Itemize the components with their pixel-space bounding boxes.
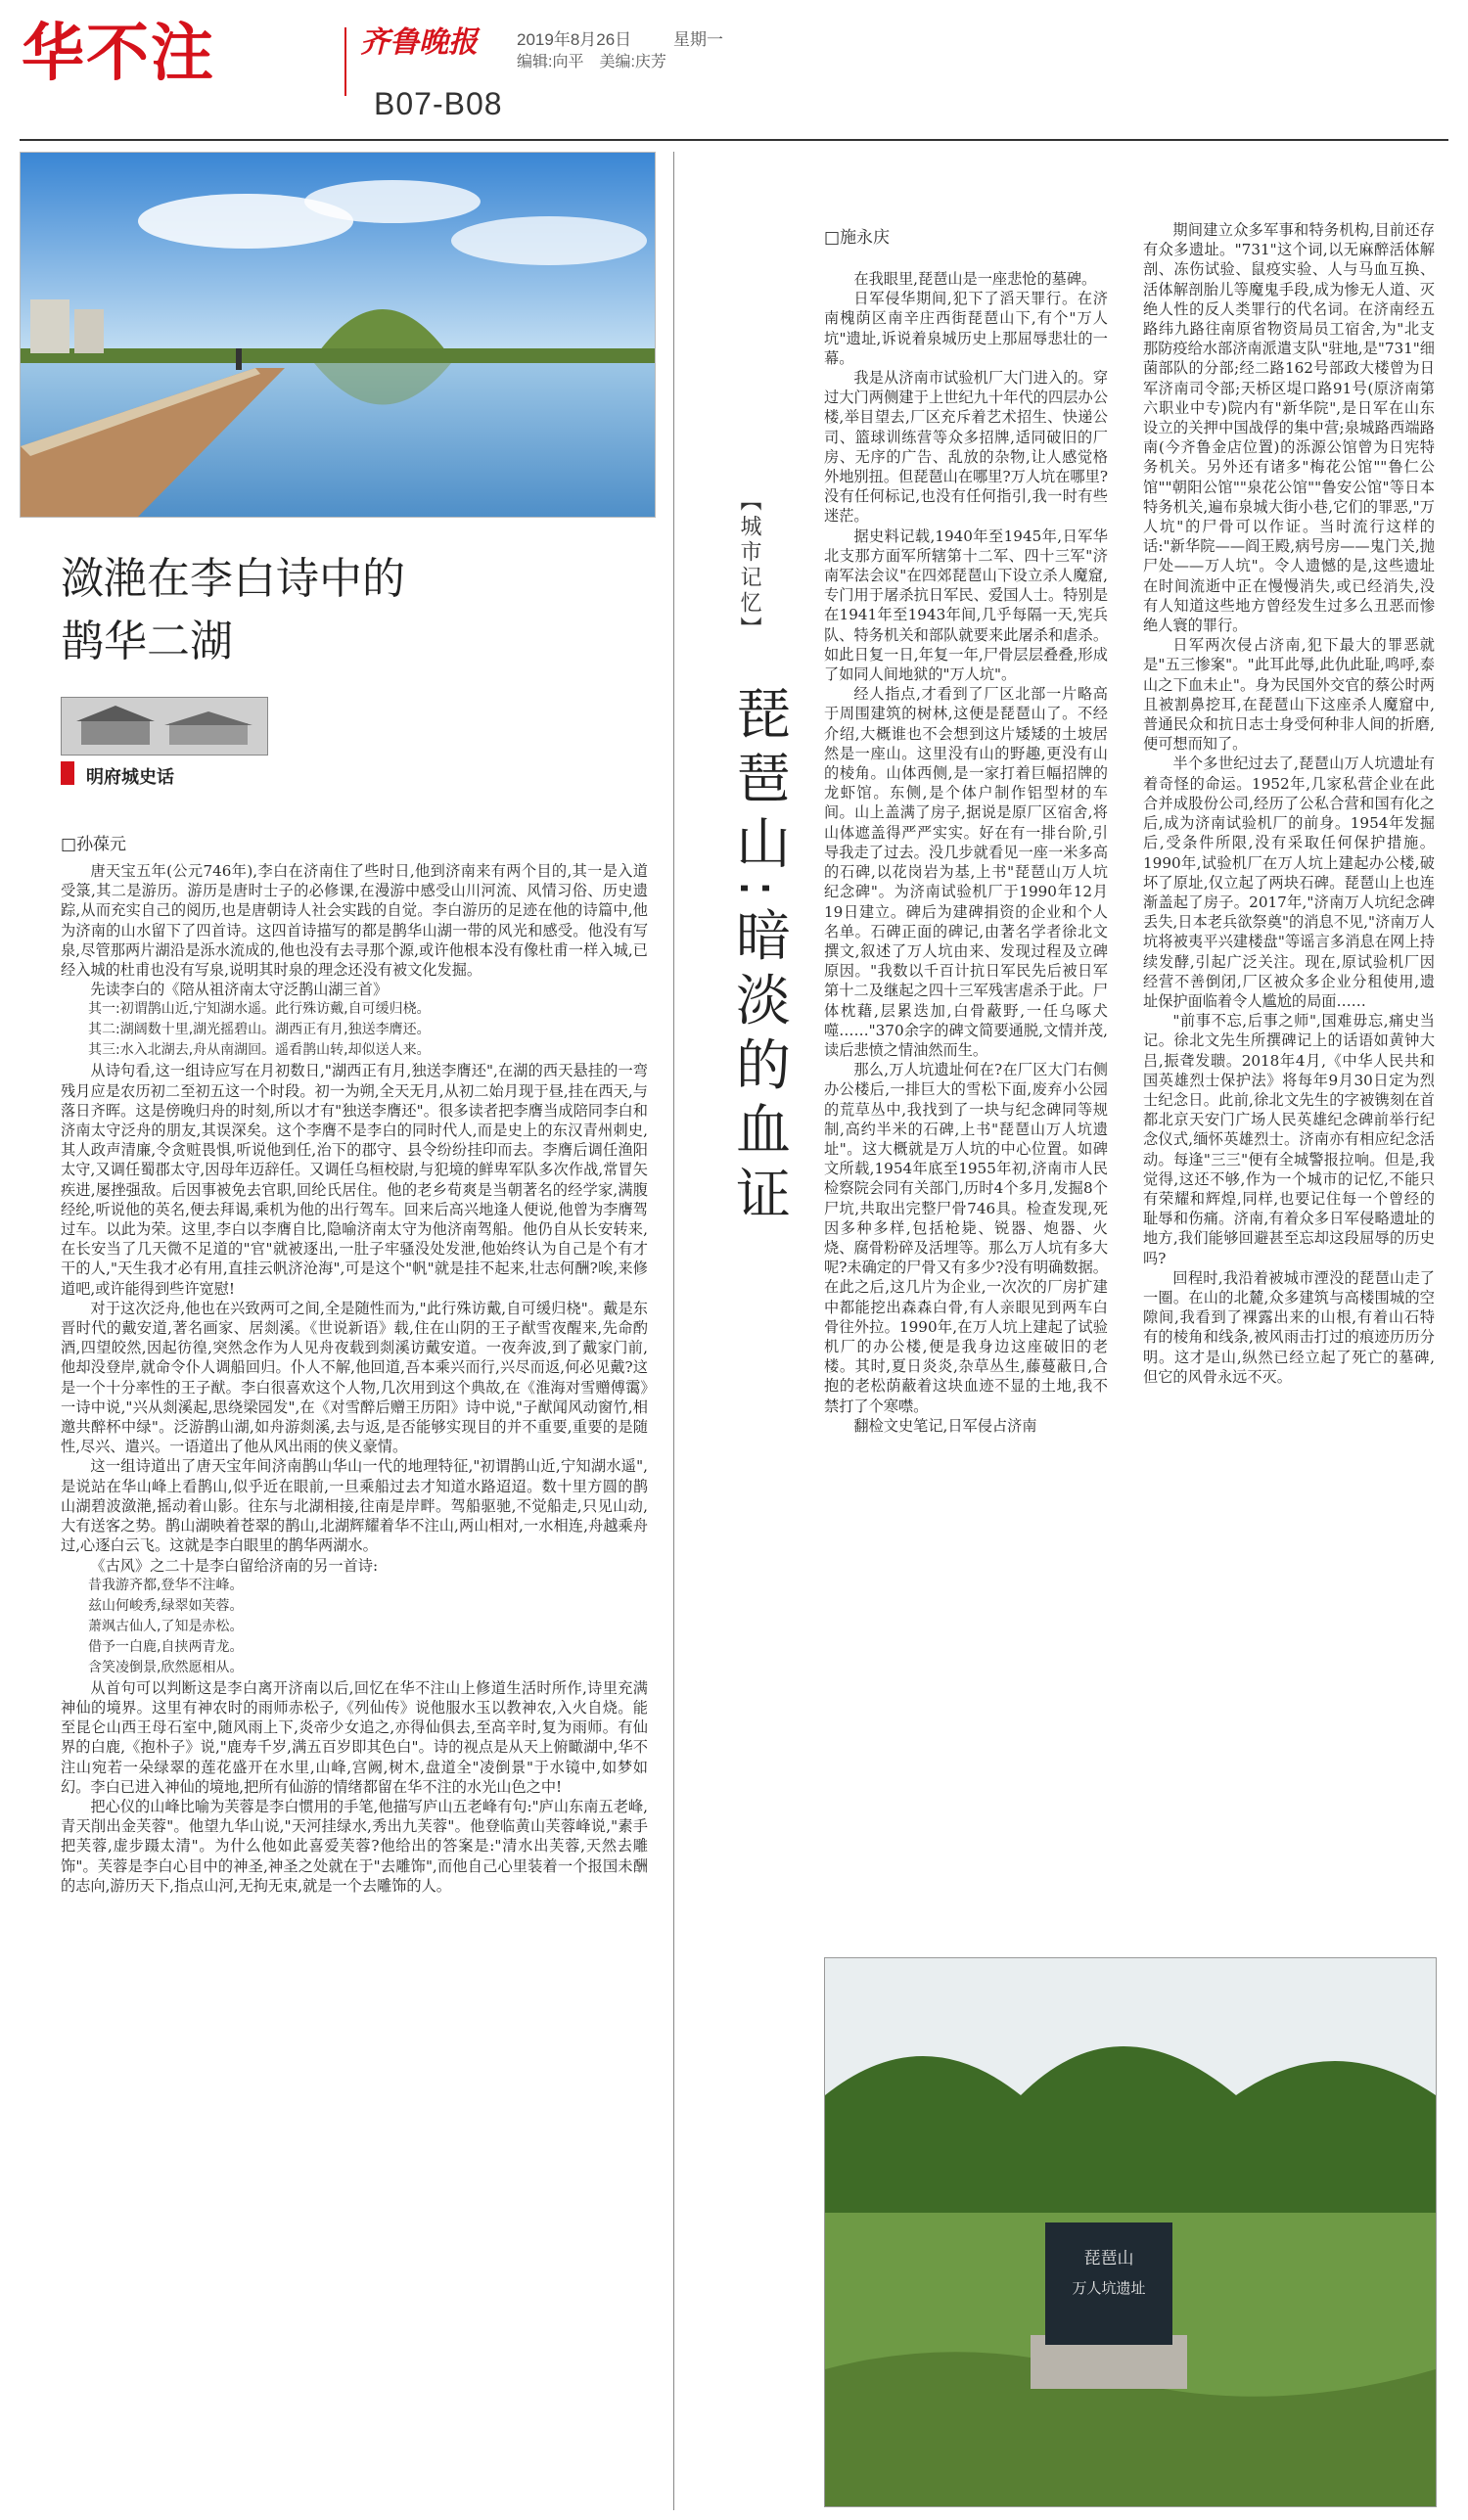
poem-line: 其二:湖阔数十里,湖光摇碧山。湖西正有月,独送李膺还。 <box>88 1022 431 1038</box>
paragraph: 据史料记载,1940年至1945年,日军华北支那方面军所辖第十二军、四十三军"济南军法会议"在四郊琵琶山下设立杀人魔窟,专门用于屠杀抗日军民、爱国人士。特别是在1941年至1943年间,几乎每隔一天,宪兵队、特务机关和部队就要来此屠杀和虐杀。如此日复一日,年复一年,尸骨层层叠叠,形成了如同人间地狱的"万人坑"。 <box>824 527 1108 684</box>
editor-credits: 编辑:向平 美编:庆芳 <box>517 54 666 70</box>
column-divider <box>673 152 674 2510</box>
column-thumbnail-image <box>61 697 268 756</box>
article-body <box>61 861 648 2505</box>
stele-inscription-1: 琵琶山 <box>1083 2249 1134 2268</box>
headline-line-1: 潋滟在李白诗中的 <box>61 554 405 604</box>
paragraph: 先读李白的《陪从祖济南太守泛鹊山湖三首》 <box>90 981 389 999</box>
masthead-title: 华不注 <box>22 18 215 90</box>
paragraph: 这一组诗道出了唐天宝年间济南鹊山华山一代的地理特征,"初谓鹊山近,宁知湖水遥",是说站在华山峰上看鹊山,似乎近在眼前,一旦乘船过去才知道水路迢迢。数十里方圆的鹊山湖碧波潋滟,摇动着山影。往东与北湖相接,往南是岸畔。驾船驱驰,不觉船走,只见山动,大有送客之势。鹊山湖映着苍翠的鹊山,北湖辉耀着华不注山,两山相对,一水相连,舟越乘舟过,心逐白云飞。这就是李白眼里的鹊华两湖水。 <box>61 1457 648 1555</box>
lake-photo <box>20 152 656 518</box>
paragraph: 日军两次侵占济南,犯下最大的罪恶就是"五三惨案"。"此耳此辱,此仇此耻,鸣呼,泰山之下血未止"。身为民国外交官的蔡公时两且被割鼻挖耳,在琵琶山下这座杀人魔窟中,普通民众和抗日志士身受何种非人间的折磨,便可想而知了。 <box>1143 636 1435 754</box>
author-name: 孙葆元 <box>76 835 127 854</box>
column-label-marker <box>61 761 74 785</box>
page-numbers: B07-B08 <box>374 86 503 121</box>
paragraph: "前事不忘,后事之师",国难毋忘,痛史当记。徐北文先生所撰碑记上的话语如黄钟大吕,振聋发聩。2018年4月,《中华人民共和国英雄烈士保护法》将每年9月30日定为烈士纪念日。此前,徐北文先生的字被镌刻在首都北京天安门广场人民英雄纪念碑前举行纪念仪式,缅怀英雄烈士。济南亦有相应纪念活动。每逢"三三"便有全城警报拉响。但是,我觉得,这还不够,作为一个城市的记忆,不能只有荣耀和辉煌,同样,也要记住每一个曾经的耻辱和伤痛。济南,有着众多日军侵略遗址的地方,我们能够回避甚至忘却这段屈辱的历史吗? <box>1143 1012 1435 1267</box>
article-column-1 <box>824 269 1108 1938</box>
stele-inscription-2: 万人坑遗址 <box>1072 2279 1146 2297</box>
poem-line: 昔我游齐都,登华不注峰。 <box>88 1577 244 1593</box>
paragraph: 从首句可以判断这是李白离开济南以后,回忆在华不注山上修道生活时所作,诗里充满神仙的境界。这里有神农时的雨师赤松子,《列仙传》说他服水玉以教神农,入火自烧。能至昆仑山西王母石室中,随风雨上下,炎帝少女追之,亦得仙俱去,至高辛时,复为雨师。有仙界的白鹿,《抱朴子》说,"鹿寿千岁,满五百岁即其色白"。诗的视点是从天上俯瞰湖中,华不注山宛若一朵绿翠的莲花盛开在水里,山峰,宫阙,树木,盘道全"凌倒景"于水镜中,如梦如幻。李白已进入神仙的境地,把所有仙游的情绪都留在华不注的水光山色之中! <box>61 1678 648 1796</box>
memorial-stele-photo <box>824 1957 1437 2507</box>
paragraph: 对于这次泛舟,他也在兴致两可之间,全是随性而为,"此行殊访戴,自可缓归桡"。戴是东晋时代的戴安道,著名画家、居剡溪。《世说新语》载,住在山阴的王子猷雪夜醒来,先命酌酒,四望皎然,因起彷徨,突然念作为人见舟夜载到剡溪访戴安道。一夜奔波,到了戴家门前,他却没登岸,就命令仆人调船回归。仆人不解,他回道,吾本乘兴而行,兴尽而返,何必见戴?这是一个十分率性的王子猷。李白很喜欢这个人物,几次用到这个典故,在《淮海对雪赠傅霭》一诗中说,"兴从剡溪起,思绕梁园发",在《对雪醉后赠王历阳》诗中说,"子猷闻风动窗竹,相邀共醉杯中绿"。泛游鹊山湖,如舟游剡溪,去与返,是否能够实现目的并不重要,重要的是随性,尽兴、遣兴。一语道出了他从风出雨的侠义豪情。 <box>61 1299 648 1456</box>
paragraph: 那么,万人坑遗址何在?在厂区大门右侧办公楼后,一排巨大的雪松下面,废弃小公园的荒草丛中,我找到了一块与纪念碑同等规制,高约半米的石碑,上书"琵琶山万人坑遗址"。这大概就是万人坑的中心位置。如碑文所载,1954年底至1955年初,济南市人民检察院会同有关部门,历时4个多月,发掘8个尸坑,共取出完整尸骨746具。检查发现,死因多种多样,包括枪毙、锐器、炮器、火烧、腐骨粉碎及活埋等。那么万人坑有多大呢?未确定的尸骨又有多少?没有明确数据。在此之后,这几片为企业,一次次的厂房扩建中都能挖出森森白骨,有人亲眼见到两车白骨往外拉。1990年,在万人坑上建起了试验机厂的办公楼,便是我身边这座破旧的老楼。其时,夏日炎炎,杂草丛生,藤蔓蔽日,合抱的老松荫蔽着这块血迹不显的土地,我不禁打了个寒噤。 <box>824 1061 1108 1415</box>
paragraph: 翻检文史笔记,日军侵占济南 <box>853 1416 1037 1435</box>
poem-line: 萧飒古仙人,了知是赤松。 <box>88 1618 244 1634</box>
paragraph: 在我眼里,琵琶山是一座悲怆的墓碑。 <box>853 270 1097 288</box>
paragraph: 唐天宝五年(公元746年),李白在济南住了些时日,他到济南来有两个目的,其一是入道受箓,其二是游历。游历是唐时士子的必修课,在漫游中感受山川河流、风情习俗、历史遗踪,从而充实自己的阅历,也是唐朝诗人社会实践的自觉。李白游历的足迹在他的诗篇中,他为济南的山水留下了四首诗。这四首诗描写的都是鹊华山湖一带的风光和感受。他没有写泉,尽管那两片湖沿是泺水流成的,他也没有去寻那个源,或许他根本没有像杜甫一样入城,已经入城的杜甫也没有写泉,说明其时泉的理念还没有被文化发掘。 <box>61 862 648 980</box>
article-byline: □施永庆 <box>824 228 891 248</box>
author-name: 施永庆 <box>840 228 891 248</box>
publication-weekday: 星期一 <box>673 30 723 49</box>
poem-line: 含笑凌倒景,欣然愿相从。 <box>88 1659 244 1675</box>
poem-line: 其三:水入北湖去,舟从南湖回。遥看鹊山转,却似送人来。 <box>88 1042 431 1059</box>
paragraph: 经人指点,才看到了厂区北部一片略高于周围建筑的树林,这便是琵琶山了。不经介绍,大概谁也不会想到这片矮矮的土坡居然是一座山。这里没有山的野趣,更没有山的棱角。山体西侧,是一家打着巨幅招牌的龙虾馆。东侧,是个体户制作铝型材的车间。山上盖满了房子,据说是原厂区宿舍,将山体遮盖得严严实实。好在有一排台阶,引导我走了过去。没几步就看见一座一米多高的石碑,以花岗岩为基,上书"琵琶山万人坑纪念碑"。为济南试验机厂于1990年12月19日建立。碑后为建碑捐资的企业和个人名单。石碑正面的碑记,由著名学者徐北文撰文,叙述了万人坑由来、发现过程及立碑原因。"我数以千百计抗日军民先后被日军第十二及继起之四十三军残害虐杀于此。尸体枕藉,层累迭加,白骨蔽野,一任乌啄犬噬……"370余字的碑文简要通脱,文情并茂,读后悲愤之情油然而生。 <box>824 685 1108 1059</box>
poem-line: 借予一白鹿,自挟两青龙。 <box>88 1638 244 1655</box>
column-label: 明府城史话 <box>86 767 174 788</box>
article-headline: 琵琶山:暗淡的血证 <box>727 685 791 1230</box>
paragraph: 半个多世纪过去了,琵琶山万人坑遗址有着奇怪的命运。1952年,几家私营企业在此合并成股份公司,经历了公私合营和国有化之后,成为济南试验机厂的前身。1954年发掘后,受条件所限,没有采取任何保护措施。1990年,试验机厂在万人坑上建起办公楼,破坏了原址,仅立起了两块石碑。琵琶山上也连渐盖起了房子。2017年,"济南万人坑纪念碑丢失,日本老兵欲祭奠"的消息不见,"济南万人坑将被夷平兴建楼盘"等谣言多消息在网上持续发酵,引起广泛关注。现在,原试验机厂因经营不善倒闭,厂区被众多企业分租使用,遗址保护面临着令人尴尬的局面…… <box>1143 755 1435 1010</box>
publication-date: 2019年8月26日 <box>517 30 632 49</box>
paragraph: 把心仪的山峰比喻为芙蓉是李白惯用的手笔,他描写庐山五老峰有句:"庐山东南五老峰,青天削出金芙蓉"。他望九华山说,"天河挂绿水,秀出九芙蓉"。他登临黄山芙蓉峰说,"素手把芙蓉,虚步蹑太清"。为什么他如此喜爱芙蓉?他给出的答案是:"清水出芙蓉,天然去雕饰"。芙蓉是李白心目中的神圣,神圣之处就在于"去雕饰",而他自己心里装着一个报国未酬的志向,游历天下,指点山河,无拘无束,就是一个去雕饰的人。 <box>61 1797 648 1895</box>
headline-line-2: 鹊华二湖 <box>61 617 233 666</box>
article-headline <box>61 548 405 673</box>
paragraph: 《古风》之二十是李白留给济南的另一首诗: <box>90 1556 379 1575</box>
paragraph: 期间建立众多军事和特务机构,目前还存有众多遗址。"731"这个词,以无麻醉活体解剖、冻伤试验、鼠疫实验、人与马血互换、活体解剖胎儿等魔鬼手段,成为惨无人道、灭绝人性的反人类罪行的代名词。在济南经五路纬九路往南原省物资局员工宿舍,为"北支那防疫给水部济南派遣支队"驻地,是"731"细菌部队的分部;经二路162号部政大楼曾为日军济南司令部;天桥区堤口路91号(原济南第六职业中专)院内有"新华院",是日军在山东设立的关押中国战俘的集中营;泉城路西端路南(今齐鲁金店位置)的泺源公馆曾为日宪特务机关。另外还有诸多"梅花公馆""鲁仁公馆""朝阳公馆""泉花公馆""鲁安公馆"等日本特务机关,遍布泉城大街小巷,它们的罪恶,"万人坑"的尸骨可以作证。当时流行这样的话:"新华院——阎王殿,病号房——鬼门关,抛尸处——万人坑"。令人遗憾的是,这些遗址在时间流逝中正在慢慢消失,或已经消失,没有人知道这些地方曾经发生过多么丑恶而惨绝人寰的罪行。 <box>1143 221 1435 635</box>
paragraph: 从诗句看,这一组诗应写在月初数日,"湖西正有月,独送李膺还",在湖的西天悬挂的一弯残月应是农历初二至初五这一个时段。初一为朔,全天无月,从初二始月现于昼,挂在西天,与落日齐晖。这是傍晚归舟的时刻,所以才有"独送李膺还"。很多读者把李膺当成陪同李白和济南太守泛舟的朋友,其误深矣。这个李膺不是李白的同时代人,而是史上的东汉青州刺史,其人政声清廉,令贪赃畏惧,听说他到任,治下的郡守、县令纷纷挂印而去。李膺后调任渔阳太守,又调任蜀郡太守,因母年迈辞任。又调任乌桓校尉,与犯境的鲜卑军队多次作战,常冒矢疾进,屡挫强敌。后因事被免去官职,回纶氏居住。他的老乡荀爽是当朝著名的经学家,满腹经纶,听说他的英名,便去拜谒,乘机为他的出行驾车。回来后高兴地逢人便说,他曾为李膺驾过车。以此为荣。这里,李白以李膺自比,隐喻济南太守为他济南驾船。他仍自从长安转来,在长安当了几天微不足道的"官"就被逐出,一肚子牢骚没处发泄,他始终认为自己是个有才干的人,"天生我才必有用,直挂云帆济沧海",可是这个"帆"就是挂不起来,壮志何酬?唉,来修道吧,或许能得到些许宽慰! <box>61 1062 648 1298</box>
column-label-text: 城市记忆 <box>737 515 761 617</box>
poem-line: 兹山何峻秀,绿翠如芙蓉。 <box>88 1597 244 1614</box>
paragraph: 回程时,我沿着被城市湮没的琵琶山走了一圈。在山的北麓,众多建筑与高楼围城的空隙间,我看到了裸露出来的山根,有着山石特有的棱角和线条,被风雨击打过的痕迹历历分明。这才是山,纵然已经立起了死亡的墓碑,但它的风骨永远不灭。 <box>1143 1268 1435 1386</box>
header-divider <box>344 27 346 96</box>
paragraph: 日军侵华期间,犯下了滔天罪行。在济南槐荫区南辛庄西街琵琶山下,有个"万人坑"遗址,诉说着泉城历史上那屈辱悲壮的一幕。 <box>824 290 1108 367</box>
newspaper-logo: 齐鲁晚报 <box>360 25 478 60</box>
article-byline: □孙葆元 <box>61 835 127 854</box>
article-column-2 <box>1143 220 1435 1952</box>
header-rule <box>20 139 1448 141</box>
poem-line: 其一:初谓鹊山近,宁知湖水遥。此行殊访戴,自可缓归桡。 <box>88 1001 431 1018</box>
column-label: 【城市记忆】 <box>737 489 761 642</box>
paragraph: 我是从济南市试验机厂大门进入的。穿过大门两侧建于上世纪九十年代的四层办公楼,举目望去,厂区充斥着艺术招生、快递公司、篮球训练营等众多招牌,适同破旧的厂房、无序的广告、乱放的杂物,让人感觉格外地别扭。但琵琶山在哪里?万人坑在哪里?没有任何标记,也没有任何指引,我一时有些迷茫。 <box>824 369 1108 526</box>
